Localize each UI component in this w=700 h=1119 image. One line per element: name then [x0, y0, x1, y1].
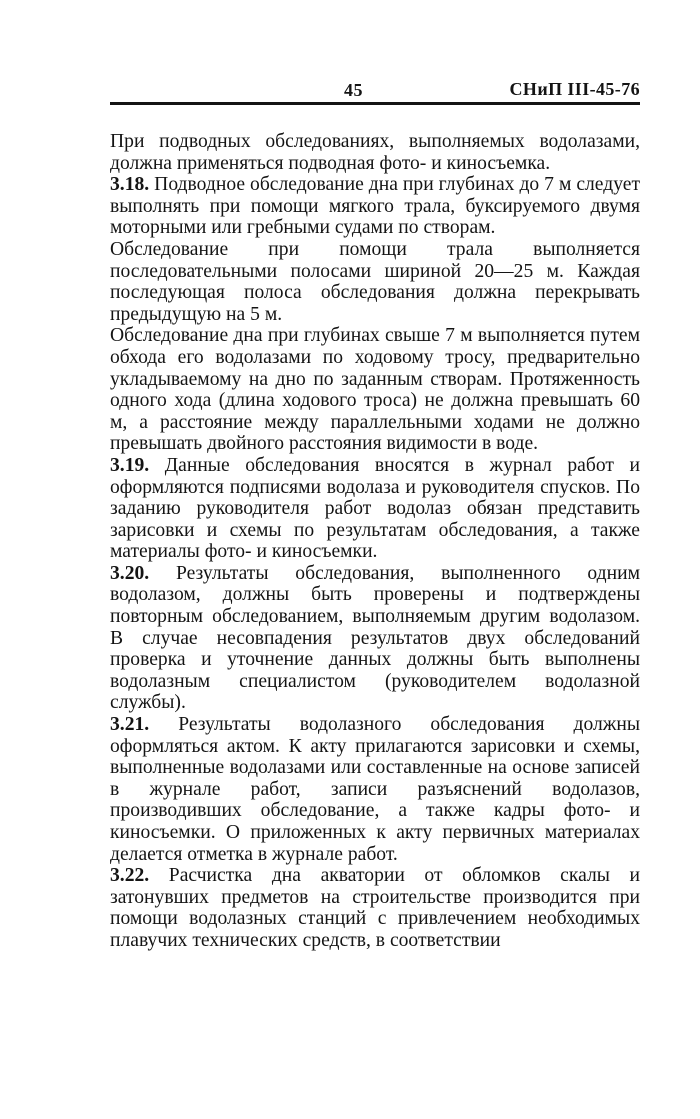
- paragraph-text: Подводное обследование дна при глубинах до 7 м следует выполнять при помощи мягкого трала, буксируемого двумя моторными или гребными судами по створам.: [110, 174, 641, 239]
- body-text: [110, 131, 640, 952]
- clause-number: 3.22.: [110, 865, 150, 887]
- paragraph-clause-3-21: [110, 714, 640, 865]
- paragraph-trawl-survey: [110, 239, 640, 325]
- page-header: [110, 76, 640, 105]
- paragraph-clause-3-19: [110, 455, 640, 563]
- clause-number: 3.21.: [110, 714, 150, 736]
- paragraph-intro: [110, 131, 640, 174]
- paragraph-text: Данные обследования вносятся в журнал работ и оформляются подписями водолаза и руководителя спусков. По заданию руководителя работ водолаз обязан представить зарисовки и схемы по результатам обследования, а также материалы фото- и киносъемки.: [110, 454, 640, 563]
- paragraph-clause-3-18: [110, 174, 640, 239]
- clause-number: 3.20.: [110, 562, 150, 584]
- page-number: 45: [344, 80, 363, 100]
- clause-number: 3.18.: [110, 174, 150, 196]
- paragraph-text: Расчистка дна акватории от обломков скалы и затонувших предметов на строительстве производится при помощи водолазных станций с привлечением необходимых плавучих технических средств, в соответствии: [110, 865, 640, 951]
- clause-number: 3.19.: [110, 454, 150, 476]
- paragraph-text: Результаты водолазного обследования должны оформляться актом. К акту прилагаются зарисовки и схемы, выполненные водолазами или составленные на основе записей в журнале работ, записи разъяснений водолазов, производивших обследование, а также кадры фото- и киносъемки. О приложенных к акту первичных материалах делается отметка в журнале работ.: [110, 714, 640, 865]
- paragraph-text: Обследование при помощи трала выполняется последовательными полосами шириной 20—25 м. Каждая последующая полоса обследования должна перекрывать предыдущую на 5 м.: [110, 238, 640, 325]
- paragraph-clause-3-22: [110, 865, 640, 951]
- document-page: [110, 76, 640, 952]
- document-code: СНиП III-45-76: [509, 79, 640, 99]
- paragraph-deep-survey: [110, 325, 640, 455]
- paragraph-text: Обследование дна при глубинах свыше 7 м выполняется путем обхода его водолазами по ходовому тросу, предварительно укладываемому на дно по заданным створам. Протяженность одного хода (длина ходового троса) не должна превышать 60 м, а расстояние между параллельными ходами не должно превышать двойного расстояния видимости в воде.: [110, 325, 640, 455]
- paragraph-text: При подводных обследованиях, выполняемых водолазами, должна применяться подводная фото- и киносъемка.: [110, 131, 640, 174]
- paragraph-text: Результаты обследования, выполненного одним водолазом, должны быть проверены и подтверждены повторным обследованием, выполняемым другим водолазом. В случае несовпадения результатов двух обследований проверка и уточнение данных должны быть выполнены водолазным специалистом (руководителем водолазной службы).: [110, 562, 640, 714]
- paragraph-clause-3-20: [110, 563, 640, 714]
